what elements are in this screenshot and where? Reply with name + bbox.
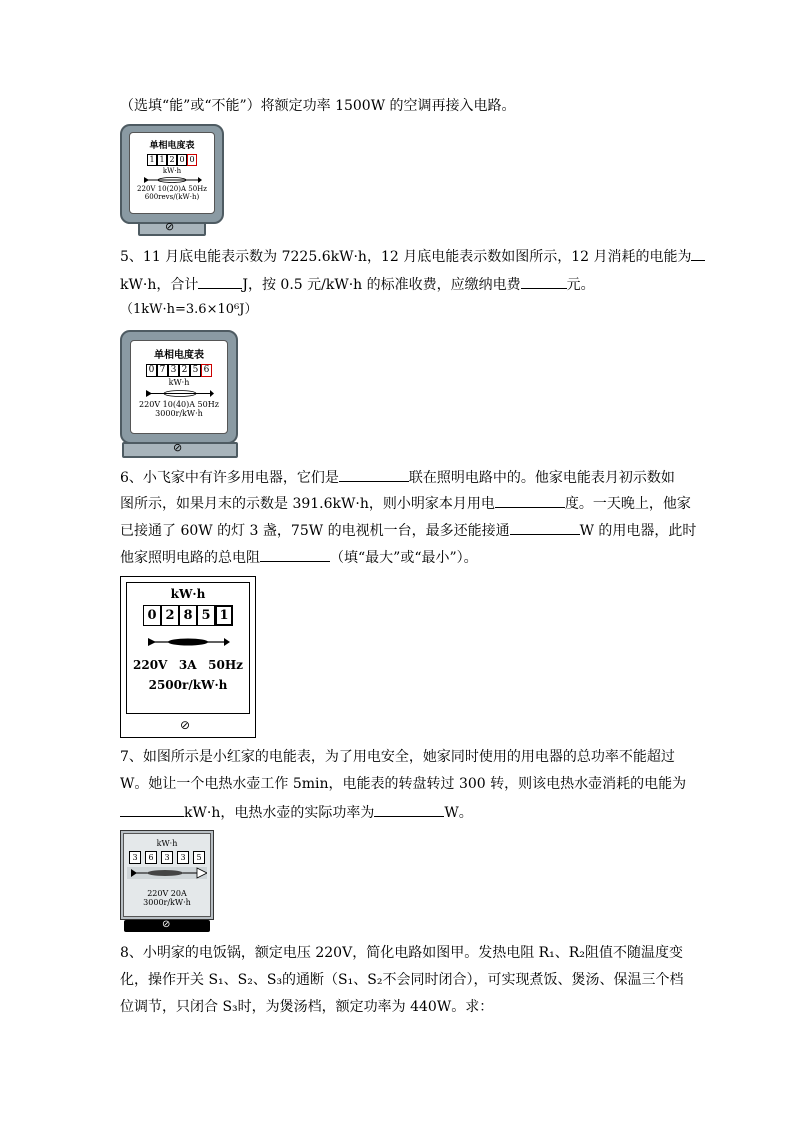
meter3-rotor-arrow-icon bbox=[146, 636, 230, 648]
meter4-spec: 220V 20A bbox=[147, 889, 187, 898]
meter4-rotor-arrow-icon bbox=[127, 867, 207, 879]
meter2-digit: 6 bbox=[201, 364, 212, 377]
meter1-spec: 220V 10(20)A 50Hz bbox=[137, 185, 207, 193]
meter3-digits bbox=[127, 605, 249, 626]
meter2-digit: 0 bbox=[146, 364, 157, 377]
q8-line1: 8、小明家的电饭锅，额定电压 220V，简化电路如图甲。发热电阻 R₁、R₂阻值不随温度变 bbox=[120, 945, 683, 961]
meter4-screw-icon: ⊘ bbox=[162, 919, 171, 930]
q6-line1 bbox=[120, 467, 675, 488]
electric-meter-2 bbox=[120, 330, 240, 458]
meter1-digit: 1 bbox=[147, 154, 157, 166]
meter2-rev: 3000r/kW·h bbox=[155, 409, 203, 418]
meter1-digit: 0 bbox=[187, 154, 197, 166]
meter3-digit: 8 bbox=[179, 605, 197, 626]
meter2-digit: 3 bbox=[168, 364, 179, 377]
meter1-digit: 1 bbox=[157, 154, 167, 166]
q7-line3-text-b: W。 bbox=[444, 805, 473, 821]
meter3-digit: 5 bbox=[197, 605, 215, 626]
q8-line2: 化，操作开关 S₁、S₂、S₃的通断（S₁、S₂不会同时闭合），可实现煮饭、煲汤、保温三个档 bbox=[120, 972, 684, 988]
meter2-digit: 7 bbox=[157, 364, 168, 377]
q6-line3 bbox=[120, 520, 696, 541]
meter3-digit: 1 bbox=[215, 605, 233, 626]
q5-line2-text-a: kW·h，合计 bbox=[120, 277, 199, 293]
meter3-frequency: 50Hz bbox=[208, 658, 243, 672]
meter4-digit: 3 bbox=[161, 851, 173, 864]
q6-blank-usage[interactable] bbox=[495, 493, 565, 508]
q6-line3-text-b: W 的用电器，此时 bbox=[579, 523, 697, 539]
electric-meter-4 bbox=[120, 830, 214, 934]
q7-line1: 7、如图所示是小红家的电能表，为了用电安全，她家同时使用的用电器的总功率不能超过 bbox=[120, 749, 675, 765]
meter4-rev: 3000r/kW·h bbox=[143, 898, 191, 907]
meter4-digit: 3 bbox=[177, 851, 189, 864]
meter4-digit: 5 bbox=[193, 851, 205, 864]
meter3-digit: 0 bbox=[143, 605, 161, 626]
electric-meter-3 bbox=[120, 576, 256, 740]
q5-blank-joules[interactable] bbox=[198, 274, 242, 289]
meter3-current: 3A bbox=[178, 658, 197, 672]
q6-blank-power[interactable] bbox=[510, 520, 580, 535]
q6-line2-text-b: 度。一天晚上，他家 bbox=[564, 496, 691, 512]
meter2-rotor-arrow-icon bbox=[144, 389, 214, 398]
q7-blank-power[interactable] bbox=[374, 802, 444, 817]
meter2-digits bbox=[131, 364, 227, 377]
q6-blank-resistance[interactable] bbox=[260, 547, 330, 562]
q4-tail-text: （选填“能”或“不能”）将额定功率 1500W 的空调再接入电路。 bbox=[120, 98, 516, 114]
q6-line1-text-b: 联在照明电路中的。他家电能表月初示数如 bbox=[408, 470, 675, 486]
q7-line2: W。她让一个电热水壶工作 5min，电能表的转盘转过 300 转，则该电热水壶消耗的电能为 bbox=[120, 776, 687, 792]
q5-line2-text-b: J，按 0.5 元/kW·h 的标准收费，应缴纳电费 bbox=[242, 277, 521, 293]
meter2-unit: kW·h bbox=[168, 378, 190, 387]
q6-blank-connection[interactable] bbox=[339, 467, 409, 482]
q7-line3 bbox=[120, 802, 473, 823]
meter3-unit: kW·h bbox=[170, 587, 206, 601]
meter4-digits bbox=[124, 851, 210, 864]
meter2-title: 单相电度表 bbox=[154, 350, 204, 361]
q5-line2 bbox=[120, 274, 595, 295]
meter1-title: 单相电度表 bbox=[149, 141, 195, 151]
q5-line2-text-c: 元。 bbox=[566, 277, 595, 293]
q5-blank-energy[interactable] bbox=[691, 246, 705, 261]
meter2-screw-icon: ⊘ bbox=[173, 441, 183, 454]
meter1-screw-icon: ⊘ bbox=[165, 220, 175, 233]
meter4-digit: 6 bbox=[145, 851, 157, 864]
q6-line1-text-a: 6、小飞家中有许多用电器，它们是 bbox=[120, 470, 339, 486]
q7-blank-energy[interactable] bbox=[120, 802, 184, 817]
meter2-digit: 5 bbox=[190, 364, 201, 377]
q5-line3: （1kW·h=3.6×10⁶J） bbox=[120, 302, 258, 317]
meter3-screw-icon: ⊘ bbox=[180, 718, 191, 732]
q5-blank-fee[interactable] bbox=[521, 274, 567, 289]
meter1-digit: 0 bbox=[177, 154, 187, 166]
meter1-digit: 2 bbox=[167, 154, 177, 166]
meter3-rev: 2500r/kW·h bbox=[148, 678, 228, 692]
meter3-digit: 2 bbox=[161, 605, 179, 626]
meter2-digit: 2 bbox=[179, 364, 190, 377]
q6-line4 bbox=[120, 547, 478, 568]
q7-line3-text-a: kW·h，电热水壶的实际功率为 bbox=[184, 805, 375, 821]
meter3-voltage: 220V bbox=[133, 658, 168, 672]
meter1-rev: 600revs/(kW·h) bbox=[144, 193, 200, 201]
q6-line4-text-b: （填“最大”或“最小”）。 bbox=[330, 550, 478, 566]
q6-line2 bbox=[120, 493, 691, 514]
meter4-unit: kW·h bbox=[156, 839, 178, 848]
q8-line3: 位调节，只闭合 S₃时，为煲汤档，额定功率为 440W。求： bbox=[120, 999, 494, 1015]
meter1-rotor-arrow-icon bbox=[142, 176, 202, 184]
meter1-unit: kW·h bbox=[162, 167, 182, 175]
q5-line1 bbox=[120, 246, 705, 267]
q6-line3-text-a: 已接通了 60W 的灯 3 盏，75W 的电视机一台，最多还能接通 bbox=[120, 523, 510, 539]
electric-meter-1 bbox=[120, 124, 224, 233]
meter4-digit: 3 bbox=[129, 851, 141, 864]
q6-line4-text-a: 他家照明电路的总电阻 bbox=[120, 550, 260, 566]
meter1-digits bbox=[130, 154, 214, 166]
q6-line2-text-a: 图所示，如果月末的示数是 391.6kW·h，则小明家本月用电 bbox=[120, 496, 495, 512]
q5-line1-text: 5、11 月底电能表示数为 7225.6kW·h，12 月底电能表示数如图所示，12 月消耗的电能为 bbox=[120, 249, 692, 265]
meter2-spec: 220V 10(40)A 50Hz bbox=[139, 400, 219, 409]
